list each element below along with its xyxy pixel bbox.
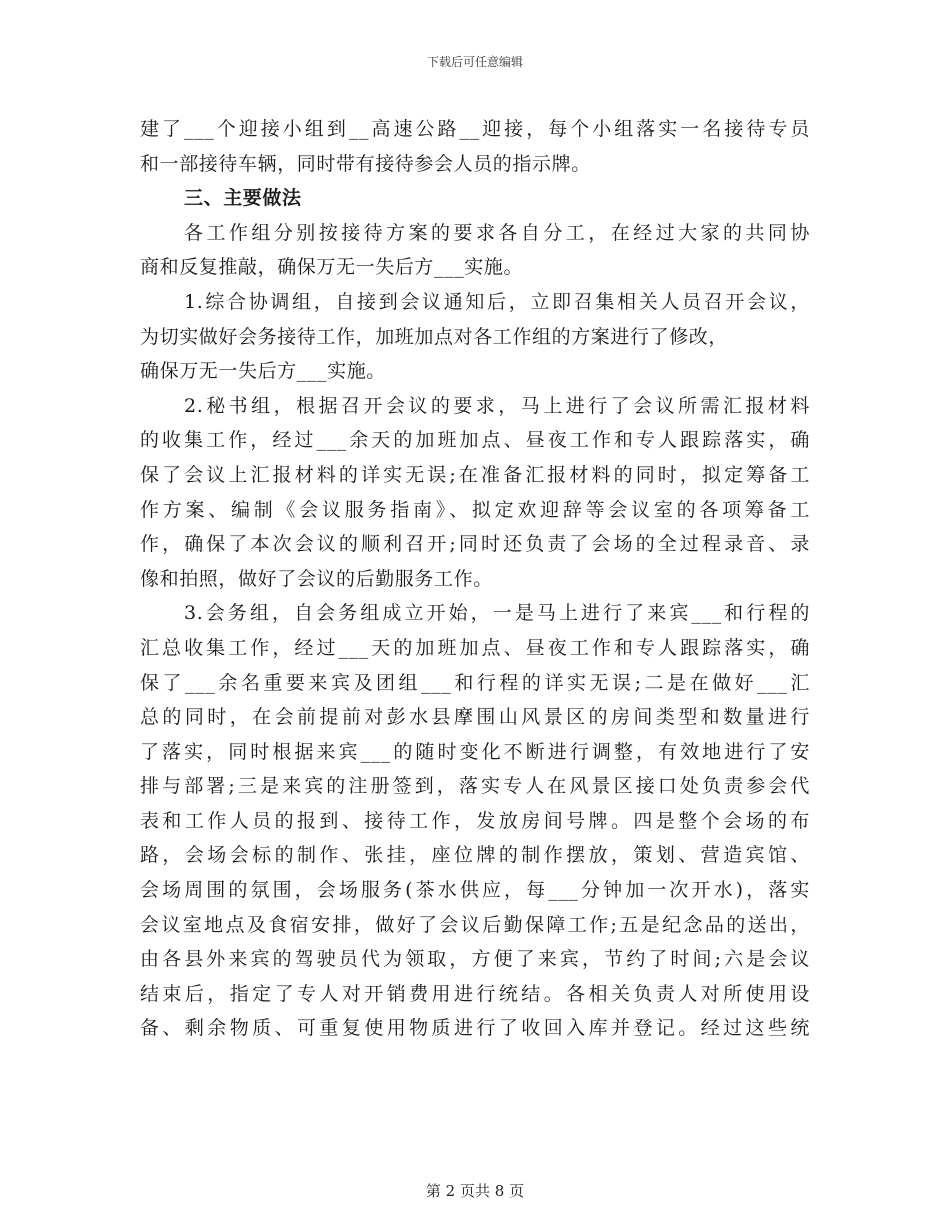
paragraph-line: 会场周围的氛围，会场服务(茶水供应，每___分钟加一次开水)，落实 [140, 879, 810, 902]
paragraph-line: 确保万无一失后方___实施。 [140, 360, 386, 383]
paragraph-line: 会议室地点及食宿安排，做好了会议后勤保障工作;五是纪念品的送出， [140, 913, 810, 936]
paragraph-line: 为切实做好会务接待工作，加班加点对各工作组的方案进行了修改， [140, 325, 729, 348]
paragraph-line: 总的同时，在会前提前对彭水县摩围山风景区的房间类型和数量进行 [140, 706, 810, 729]
paragraph-line: 商和反复推敲，确保万无一失后方___实施。 [140, 256, 524, 279]
paragraph-line: 2.秘书组，根据召开会议的要求，马上进行了会议所需汇报材料 [184, 394, 810, 417]
paragraph-line: 备、剩余物质、可重复使用物质进行了收回入库并登记。经过这些统 [140, 1017, 810, 1040]
paragraph-line: 建了___个迎接小组到__高速公路__迎接，每个小组落实一名接待专员 [140, 118, 810, 140]
page-header: 下载后可任意编辑 [426, 55, 523, 69]
paragraph-line: 的收集工作，经过___余天的加班加点、昼夜工作和专人跟踪落实，确 [140, 429, 810, 452]
paragraph-line: 排与部署;三是来宾的注册签到，落实专人在风景区接口处负责参会代 [140, 775, 810, 798]
document-body [140, 112, 810, 1046]
paragraph-line: 汇总收集工作，经过___天的加班加点、昼夜工作和专人跟踪落实，确 [140, 636, 810, 659]
paragraph-line: 了落实，同时根据来宾___的随时变化不断进行调整，有效地进行了安 [140, 740, 810, 763]
paragraph-line: 保了___余名重要来宾及团组___和行程的详实无误;二是在做好___汇 [140, 671, 810, 694]
paragraph-line: 表和工作人员的报到、接待工作，发放房间号牌。四是整个会场的布 [140, 809, 810, 832]
paragraph-line: 和一部接待车辆，同时带有接待参会人员的指示牌。 [140, 152, 591, 175]
paragraph-line: 保了会议上汇报材料的详实无误;在准备汇报材料的同时，拟定筹备工 [140, 463, 810, 486]
paragraph-line: 1.综合协调组，自接到会议通知后，立即召集相关人员召开会议， [184, 290, 810, 313]
paragraph-line: 路，会场会标的制作、张挂，座位牌的制作摆放，策划、营造宾馆、 [140, 844, 810, 867]
paragraph-line: 由各县外来宾的驾驶员代为领取，方便了来宾，节约了时间;六是会议 [140, 948, 810, 971]
page-footer: 第 2 页共 8 页 [425, 1182, 525, 1200]
paragraph-line: 各工作组分别按接待方案的要求各自分工，在经过大家的共同协 [184, 221, 810, 244]
paragraph-line: 作，确保了本次会议的顺利召开;同时还负责了会场的全过程录音、录 [140, 533, 810, 556]
paragraph-line: 作方案、编制《会议服务指南》、拟定欢迎辞等会议室的各项筹备工 [140, 498, 810, 521]
paragraph-line: 结束后，指定了专人对开销费用进行统结。各相关负责人对所使用设 [140, 982, 810, 1005]
paragraph-line: 3.会务组，自会务组成立开始，一是马上进行了来宾___和行程的 [184, 602, 810, 625]
section-heading: 三、主要做法 [184, 187, 302, 210]
paragraph-line: 像和拍照，做好了会议的后勤服务工作。 [140, 567, 493, 590]
